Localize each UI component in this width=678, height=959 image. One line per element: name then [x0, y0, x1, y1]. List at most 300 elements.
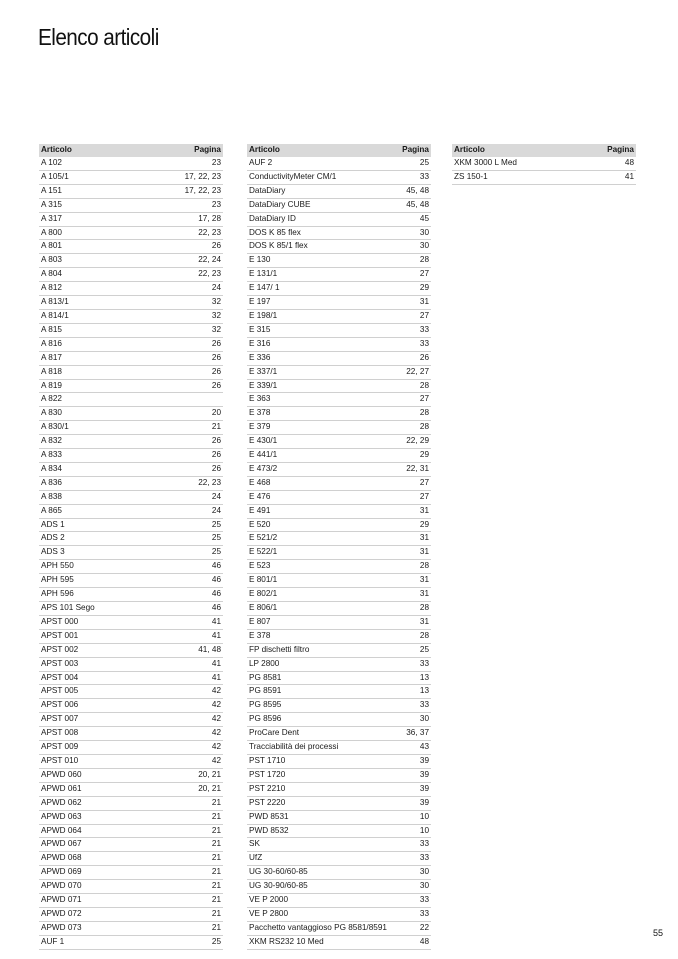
table-row	[39, 852, 223, 866]
table-row	[247, 741, 431, 755]
table-row	[39, 240, 223, 254]
table-row	[39, 212, 223, 226]
page-ref: 33	[387, 894, 431, 908]
page-ref: 30	[387, 226, 431, 240]
page-ref: 41	[179, 629, 223, 643]
article-name: APH 595	[39, 574, 179, 588]
page-ref: 42	[179, 699, 223, 713]
page-ref: 31	[387, 574, 431, 588]
article-name: LP 2800	[247, 657, 387, 671]
header-article: Articolo	[452, 144, 592, 157]
page-ref	[179, 393, 223, 407]
article-name: VE P 2800	[247, 907, 387, 921]
article-name: APWD 071	[39, 894, 179, 908]
page-ref: 27	[387, 393, 431, 407]
page-ref: 22	[387, 921, 431, 935]
page-ref: 25	[179, 532, 223, 546]
article-name: E 522/1	[247, 546, 387, 560]
table-row	[247, 643, 431, 657]
page-ref: 28	[387, 421, 431, 435]
table-row	[39, 880, 223, 894]
table-row	[247, 852, 431, 866]
page-ref: 32	[179, 296, 223, 310]
article-name: UG 30-90/60-85	[247, 880, 387, 894]
page-ref: 13	[387, 671, 431, 685]
article-name: DataDiary ID	[247, 212, 387, 226]
page-ref: 43	[387, 741, 431, 755]
article-name: A 813/1	[39, 296, 179, 310]
article-name: DataDiary CUBE	[247, 198, 387, 212]
article-name: E 363	[247, 393, 387, 407]
page-ref: 23	[179, 198, 223, 212]
table-row	[247, 824, 431, 838]
table-row	[247, 282, 431, 296]
table-row	[247, 309, 431, 323]
article-name: APST 010	[39, 754, 179, 768]
page-ref: 27	[387, 268, 431, 282]
page-ref: 28	[387, 560, 431, 574]
page-number: 55	[652, 928, 663, 938]
page-ref: 20	[179, 407, 223, 421]
page-ref: 25	[387, 643, 431, 657]
article-name: A 317	[39, 212, 179, 226]
page-ref: 21	[179, 852, 223, 866]
article-name: UfZ	[247, 852, 387, 866]
article-name: A 834	[39, 462, 179, 476]
article-name: A 830	[39, 407, 179, 421]
article-name: PG 8591	[247, 685, 387, 699]
article-name: E 339/1	[247, 379, 387, 393]
table-row	[247, 212, 431, 226]
page-ref: 28	[387, 629, 431, 643]
page-ref: 21	[179, 921, 223, 935]
page-ref: 33	[387, 657, 431, 671]
page-ref: 10	[387, 824, 431, 838]
page-ref: 33	[387, 170, 431, 184]
header-page: Pagina	[179, 144, 223, 157]
page-ref: 41, 48	[179, 643, 223, 657]
page-ref: 24	[179, 490, 223, 504]
table-row	[39, 351, 223, 365]
table-row	[247, 379, 431, 393]
table-row	[452, 157, 636, 170]
table-row	[247, 226, 431, 240]
table-row	[247, 296, 431, 310]
article-name: E 147/ 1	[247, 282, 387, 296]
table-row	[247, 838, 431, 852]
table-row	[39, 282, 223, 296]
table-row	[39, 602, 223, 616]
table-row	[39, 532, 223, 546]
page-ref: 39	[387, 796, 431, 810]
table-row	[39, 504, 223, 518]
page-ref: 28	[387, 602, 431, 616]
page-ref: 31	[387, 296, 431, 310]
table-row	[247, 323, 431, 337]
article-name: E 806/1	[247, 602, 387, 616]
article-name: APWD 062	[39, 796, 179, 810]
table-row	[247, 532, 431, 546]
article-name: APS 101 Sego	[39, 602, 179, 616]
article-name: E 468	[247, 476, 387, 490]
page-ref: 39	[387, 768, 431, 782]
article-name: A 102	[39, 157, 179, 170]
table-row	[247, 768, 431, 782]
page-ref: 26	[179, 365, 223, 379]
table-row	[39, 643, 223, 657]
table-row	[39, 657, 223, 671]
table-row	[247, 754, 431, 768]
page-ref: 32	[179, 309, 223, 323]
table-row	[247, 407, 431, 421]
table-row	[247, 921, 431, 935]
page-title: Elenco articoli	[38, 24, 159, 50]
article-name: E 315	[247, 323, 387, 337]
page-ref: 27	[387, 309, 431, 323]
page-ref: 26	[179, 435, 223, 449]
page-ref: 20, 21	[179, 768, 223, 782]
page-ref: 45, 48	[387, 198, 431, 212]
page-ref: 31	[387, 615, 431, 629]
table-row	[39, 254, 223, 268]
page-ref: 26	[179, 449, 223, 463]
header-article: Articolo	[39, 144, 179, 157]
page-ref: 30	[387, 713, 431, 727]
page-ref: 48	[387, 935, 431, 949]
table-row	[247, 268, 431, 282]
page-ref: 17, 22, 23	[179, 170, 223, 184]
page-ref: 46	[179, 602, 223, 616]
article-name: XKM RS232 10 Med	[247, 935, 387, 949]
page-ref: 10	[387, 810, 431, 824]
page-ref: 21	[179, 866, 223, 880]
table-row	[247, 490, 431, 504]
table-row	[39, 560, 223, 574]
table-row	[39, 296, 223, 310]
table-row	[247, 657, 431, 671]
page-ref: 26	[179, 240, 223, 254]
article-name: SK	[247, 838, 387, 852]
article-name: APST 006	[39, 699, 179, 713]
table-row	[247, 727, 431, 741]
table-row	[39, 894, 223, 908]
article-name: APWD 061	[39, 782, 179, 796]
article-name: ZS 150-1	[452, 170, 592, 184]
article-name: A 819	[39, 379, 179, 393]
article-name: A 817	[39, 351, 179, 365]
page-ref: 41	[179, 657, 223, 671]
table-row	[39, 365, 223, 379]
article-name: APWD 063	[39, 810, 179, 824]
table-row	[247, 198, 431, 212]
page-ref: 17, 28	[179, 212, 223, 226]
table-row	[247, 449, 431, 463]
page-ref: 33	[387, 852, 431, 866]
table-row	[247, 880, 431, 894]
article-name: E 198/1	[247, 309, 387, 323]
page-ref: 21	[179, 894, 223, 908]
article-name: E 807	[247, 615, 387, 629]
table-row	[39, 866, 223, 880]
article-name: E 430/1	[247, 435, 387, 449]
page-ref: 22, 23	[179, 268, 223, 282]
article-name: A 804	[39, 268, 179, 282]
table-row	[247, 796, 431, 810]
table-row	[39, 309, 223, 323]
page-ref: 26	[179, 351, 223, 365]
article-name: Pacchetto vantaggioso PG 8581/8591	[247, 921, 387, 935]
article-name: APWD 069	[39, 866, 179, 880]
page-ref: 21	[179, 810, 223, 824]
table-row	[39, 768, 223, 782]
page-ref: 28	[387, 379, 431, 393]
page-ref: 28	[387, 254, 431, 268]
article-name: E 378	[247, 407, 387, 421]
table-row	[247, 588, 431, 602]
article-name: A 832	[39, 435, 179, 449]
table-row	[39, 435, 223, 449]
table-row	[247, 546, 431, 560]
page-ref: 29	[387, 449, 431, 463]
table-row	[39, 184, 223, 198]
article-name: E 476	[247, 490, 387, 504]
article-name: E 316	[247, 337, 387, 351]
article-table-column-1	[39, 144, 223, 950]
table-row	[247, 518, 431, 532]
article-name: APH 596	[39, 588, 179, 602]
table-row	[39, 518, 223, 532]
table-row	[39, 337, 223, 351]
article-name: APST 004	[39, 671, 179, 685]
page-ref: 22, 29	[387, 435, 431, 449]
table-row	[39, 170, 223, 184]
table-row	[247, 935, 431, 949]
article-name: A 801	[39, 240, 179, 254]
article-name: AUF 2	[247, 157, 387, 170]
table-row	[247, 685, 431, 699]
article-name: PST 1710	[247, 754, 387, 768]
table-row	[39, 810, 223, 824]
page-ref: 28	[387, 407, 431, 421]
article-name: A 803	[39, 254, 179, 268]
article-name: PG 8595	[247, 699, 387, 713]
page-ref: 39	[387, 754, 431, 768]
article-name: ADS 2	[39, 532, 179, 546]
table-row	[39, 629, 223, 643]
article-name: FP dischetti filtro	[247, 643, 387, 657]
article-name: DataDiary	[247, 184, 387, 198]
page-ref: 31	[387, 588, 431, 602]
article-name: E 473/2	[247, 462, 387, 476]
table-row	[247, 462, 431, 476]
table-row	[39, 198, 223, 212]
article-name: E 131/1	[247, 268, 387, 282]
article-name: APST 000	[39, 615, 179, 629]
page-ref: 48	[592, 157, 636, 170]
page-ref: 22, 24	[179, 254, 223, 268]
article-name: E 521/2	[247, 532, 387, 546]
article-name: APST 008	[39, 727, 179, 741]
page-ref: 25	[387, 157, 431, 170]
article-name: E 130	[247, 254, 387, 268]
page-ref: 39	[387, 782, 431, 796]
article-name: ADS 1	[39, 518, 179, 532]
table-row	[247, 560, 431, 574]
page-ref: 13	[387, 685, 431, 699]
page-ref: 21	[179, 838, 223, 852]
table-row	[39, 574, 223, 588]
table-row	[247, 602, 431, 616]
article-name: DOS K 85/1 flex	[247, 240, 387, 254]
table-row	[39, 393, 223, 407]
table-row	[247, 184, 431, 198]
page-ref: 30	[387, 866, 431, 880]
table-row	[39, 379, 223, 393]
article-name: APWD 073	[39, 921, 179, 935]
page-ref: 42	[179, 754, 223, 768]
article-name: APWD 060	[39, 768, 179, 782]
page-ref: 31	[387, 546, 431, 560]
page-ref: 33	[387, 838, 431, 852]
table-row	[247, 476, 431, 490]
table-row	[247, 351, 431, 365]
article-name: A 151	[39, 184, 179, 198]
header-article: Articolo	[247, 144, 387, 157]
page-ref: 31	[387, 504, 431, 518]
article-name: PWD 8532	[247, 824, 387, 838]
article-name: ProCare Dent	[247, 727, 387, 741]
page-ref: 23	[179, 157, 223, 170]
article-name: E 441/1	[247, 449, 387, 463]
article-name: A 812	[39, 282, 179, 296]
article-name: ConductivityMeter CM/1	[247, 170, 387, 184]
article-name: E 337/1	[247, 365, 387, 379]
page-ref: 24	[179, 282, 223, 296]
article-name: A 838	[39, 490, 179, 504]
article-name: APST 001	[39, 629, 179, 643]
article-name: AUF 1	[39, 935, 179, 949]
page-ref: 46	[179, 560, 223, 574]
page-ref: 17, 22, 23	[179, 184, 223, 198]
page-ref: 42	[179, 713, 223, 727]
article-name: XKM 3000 L Med	[452, 157, 592, 170]
page-ref: 22, 27	[387, 365, 431, 379]
article-name: A 814/1	[39, 309, 179, 323]
page-ref: 32	[179, 323, 223, 337]
article-name: E 336	[247, 351, 387, 365]
table-row	[39, 588, 223, 602]
article-name: PG 8596	[247, 713, 387, 727]
table-row	[39, 462, 223, 476]
table-row	[247, 629, 431, 643]
page-ref: 21	[179, 796, 223, 810]
article-name: APST 005	[39, 685, 179, 699]
table-row	[247, 894, 431, 908]
page-ref: 33	[387, 337, 431, 351]
article-name: UG 30-60/60-85	[247, 866, 387, 880]
article-name: A 105/1	[39, 170, 179, 184]
table-row	[247, 240, 431, 254]
article-table-column-2	[247, 144, 431, 950]
article-name: E 801/1	[247, 574, 387, 588]
page-ref: 22, 23	[179, 476, 223, 490]
table-row	[247, 254, 431, 268]
article-name: ADS 3	[39, 546, 179, 560]
page-ref: 25	[179, 935, 223, 949]
table-row	[247, 393, 431, 407]
table-row	[247, 810, 431, 824]
table-row	[39, 754, 223, 768]
article-name: A 315	[39, 198, 179, 212]
article-name: PWD 8531	[247, 810, 387, 824]
table-row	[247, 866, 431, 880]
table-row	[39, 838, 223, 852]
table-row	[39, 157, 223, 170]
article-name: A 822	[39, 393, 179, 407]
header-page: Pagina	[592, 144, 636, 157]
table-row	[39, 490, 223, 504]
table-row	[247, 337, 431, 351]
page-ref: 21	[179, 907, 223, 921]
page-ref: 29	[387, 282, 431, 296]
article-name: APWD 072	[39, 907, 179, 921]
table-row	[39, 935, 223, 949]
article-name: A 836	[39, 476, 179, 490]
page-ref: 42	[179, 685, 223, 699]
table-row	[247, 574, 431, 588]
article-name: APWD 067	[39, 838, 179, 852]
page-ref: 46	[179, 574, 223, 588]
article-name: A 830/1	[39, 421, 179, 435]
page-ref: 26	[179, 379, 223, 393]
table-row	[247, 421, 431, 435]
table-row	[39, 713, 223, 727]
article-name: APST 003	[39, 657, 179, 671]
article-name: A 800	[39, 226, 179, 240]
table-row	[39, 226, 223, 240]
page-ref: 22, 23	[179, 226, 223, 240]
header-page: Pagina	[387, 144, 431, 157]
table-row	[39, 615, 223, 629]
table-row	[39, 449, 223, 463]
table-row	[247, 782, 431, 796]
table-header-row	[452, 144, 636, 157]
page-ref: 26	[179, 462, 223, 476]
table-row	[247, 170, 431, 184]
article-name: A 865	[39, 504, 179, 518]
table-row	[39, 671, 223, 685]
table-header-row	[39, 144, 223, 157]
page-ref: 21	[179, 880, 223, 894]
table-row	[39, 741, 223, 755]
article-name: Tracciabilità dei processi	[247, 741, 387, 755]
page-ref: 24	[179, 504, 223, 518]
page-ref: 27	[387, 490, 431, 504]
page-ref: 22, 31	[387, 462, 431, 476]
page-ref: 29	[387, 518, 431, 532]
article-name: PG 8581	[247, 671, 387, 685]
article-name: PST 1720	[247, 768, 387, 782]
article-name: DOS K 85 flex	[247, 226, 387, 240]
article-name: E 802/1	[247, 588, 387, 602]
page-ref: 26	[179, 337, 223, 351]
article-name: PST 2220	[247, 796, 387, 810]
table-row	[247, 671, 431, 685]
table-row	[39, 421, 223, 435]
article-name: E 491	[247, 504, 387, 518]
page-ref: 46	[179, 588, 223, 602]
page-ref: 30	[387, 240, 431, 254]
